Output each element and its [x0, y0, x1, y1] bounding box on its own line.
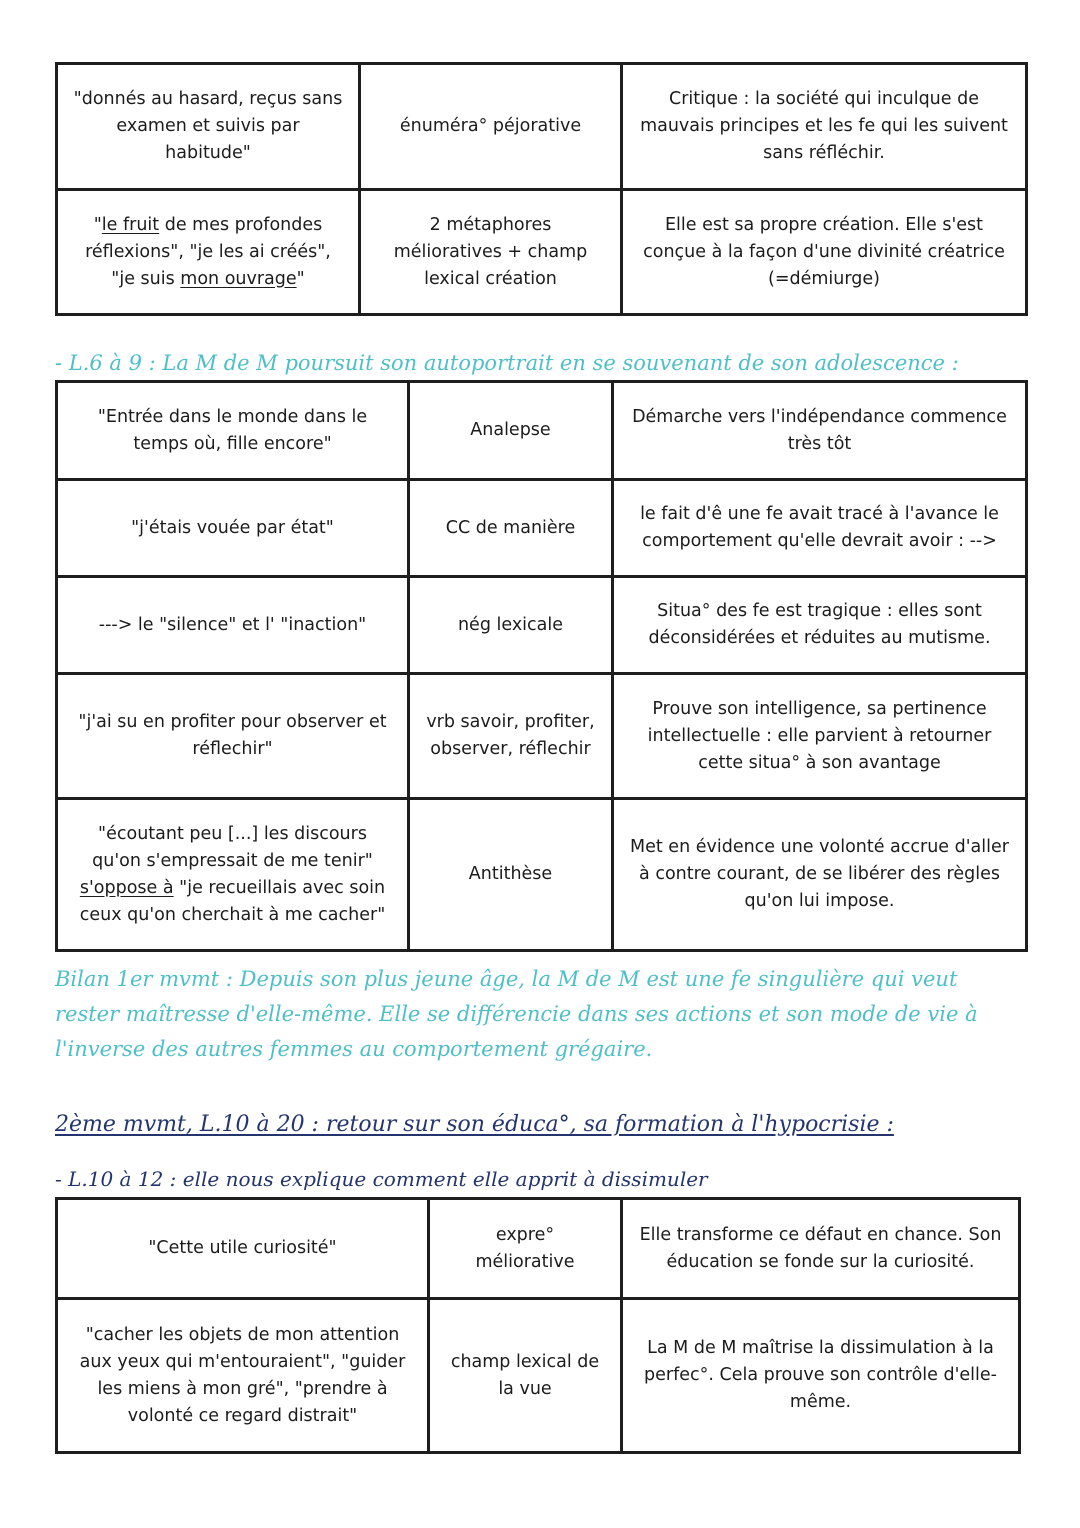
quote-cell: "Entrée dans le monde dans le temps où, fille encore": [57, 382, 409, 480]
table-row: [57, 64, 1027, 190]
quote-cell: "écoutant peu [...] les discours qu'on s'empressait de me tenir" s'oppose à "je recueillais avec soin ceux qu'on cherchait à me cacher": [57, 799, 409, 951]
device-cell: expre° méliorative: [429, 1199, 622, 1299]
interpretation-cell: Met en évidence une volonté accrue d'aller à contre courant, de se libérer des règles qu'on lui impose.: [613, 799, 1027, 951]
table-row: [57, 799, 1027, 951]
interpretation-cell: Prouve son intelligence, sa pertinence intellectuelle : elle parvient à retourner cette situa° à son avantage: [613, 674, 1027, 799]
table-row: [57, 382, 1027, 480]
device-cell: Antithèse: [409, 799, 613, 951]
table-row: [57, 190, 1027, 315]
analysis-table-1: [55, 62, 1028, 316]
underlined-phrase: le fruit: [101, 214, 160, 235]
quote-cell: "donnés au hasard, reçus sans examen et suivis par habitude": [57, 64, 360, 190]
device-cell: nég lexicale: [409, 577, 613, 674]
device-cell: Analepse: [409, 382, 613, 480]
quote-cell: "cacher les objets de mon attention aux yeux qui m'entouraient", "guider les miens à mon gré", "prendre à volonté ce regard distrait": [57, 1299, 429, 1453]
analysis-table-3: [55, 1197, 1021, 1454]
interpretation-cell: Situa° des fe est tragique : elles sont déconsidérées et réduites au mutisme.: [613, 577, 1027, 674]
section-heading: - L.6 à 9 : La M de M poursuit son autoportrait en se souvenant de son adolescence :: [55, 351, 959, 375]
underlined-phrase: s'oppose à: [79, 877, 174, 898]
interpretation-cell: Elle transforme ce défaut en chance. Son éducation se fonde sur la curiosité.: [622, 1199, 1020, 1299]
device-cell: champ lexical de la vue: [429, 1299, 622, 1453]
quote-cell: "j'ai su en profiter pour observer et réflechir": [57, 674, 409, 799]
device-cell: CC de manière: [409, 480, 613, 577]
table-row: [57, 1199, 1020, 1299]
device-cell: vrb savoir, profiter, observer, réflechir: [409, 674, 613, 799]
section-title: 2ème mvmt, L.10 à 20 : retour sur son éduca°, sa formation à l'hypocrisie :: [55, 1112, 894, 1137]
subsection-heading: - L.10 à 12 : elle nous explique comment elle apprit à dissimuler: [55, 1167, 708, 1191]
quote-cell: "le fruit de mes profondes réflexions", "je les ai créés", "je suis mon ouvrage": [57, 190, 360, 315]
quote-cell: "j'étais vouée par état": [57, 480, 409, 577]
quote-cell: "Cette utile curiosité": [57, 1199, 429, 1299]
table-row: [57, 577, 1027, 674]
table-row: [57, 1299, 1020, 1453]
table-row: [57, 480, 1027, 577]
analysis-table-2: [55, 380, 1028, 952]
table-row: [57, 674, 1027, 799]
interpretation-cell: Critique : la société qui inculque de mauvais principes et les fe qui les suivent sans réfléchir.: [622, 64, 1027, 190]
interpretation-cell: le fait d'ê une fe avait tracé à l'avance le comportement qu'elle devrait avoir : -->: [613, 480, 1027, 577]
summary-paragraph: Bilan 1er mvmt : Depuis son plus jeune âge, la M de M est une fe singulière qui veut rester maîtresse d'elle-même. Elle se différencie dans ses actions et son mode de vie à l'inverse des autres femmes au comportement grégaire.: [55, 967, 978, 1061]
device-cell: 2 métaphores mélioratives + champ lexical création: [360, 190, 622, 315]
underlined-phrase: mon ouvrage: [180, 268, 297, 289]
interpretation-cell: Elle est sa propre création. Elle s'est conçue à la façon d'une divinité créatrice (=démiurge): [622, 190, 1027, 315]
interpretation-cell: La M de M maîtrise la dissimulation à la perfec°. Cela prouve son contrôle d'elle-même.: [622, 1299, 1020, 1453]
quote-cell: ---> le "silence" et l' "inaction": [57, 577, 409, 674]
interpretation-cell: Démarche vers l'indépendance commence très tôt: [613, 382, 1027, 480]
device-cell: énuméra° péjorative: [360, 64, 622, 190]
